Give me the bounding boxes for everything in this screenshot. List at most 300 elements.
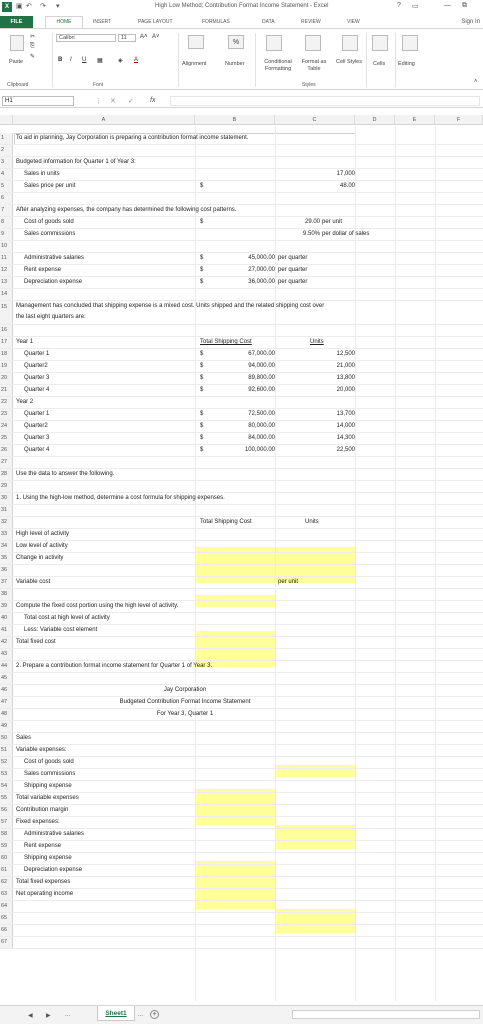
cell-r32-units-hdr[interactable]: Units <box>305 519 319 525</box>
sheet-row[interactable] <box>0 325 483 337</box>
cell-r8-label[interactable]: Cost of goods sold <box>24 219 74 225</box>
row-number[interactable]: 43 <box>0 649 13 660</box>
select-all-corner[interactable] <box>0 115 13 125</box>
sheet-row[interactable] <box>0 385 483 397</box>
row-number[interactable]: 62 <box>0 877 13 888</box>
cell-r20-d[interactable]: $ <box>200 375 204 381</box>
editing-binoculars-icon[interactable] <box>402 35 418 51</box>
sheet-row[interactable] <box>0 481 483 493</box>
row-number[interactable]: 34 <box>0 541 13 552</box>
cell-r30[interactable]: 1. Using the high-low method, determine a cost formula for shipping expenses. <box>16 495 225 501</box>
row-number[interactable]: 63 <box>0 889 13 900</box>
cell-r24-q[interactable]: Quarter2 <box>24 423 48 429</box>
cell-r19-q[interactable]: Quarter2 <box>24 363 48 369</box>
cell-r19-d[interactable]: $ <box>200 363 204 369</box>
cell-r5-value[interactable]: 48.00 <box>339 183 355 189</box>
cell-r13-unit[interactable]: per quarter <box>278 279 308 285</box>
row-number[interactable]: 5 <box>0 181 13 192</box>
sheet-row[interactable] <box>0 889 483 901</box>
row-number[interactable]: 40 <box>0 613 13 624</box>
cell-r12-unit[interactable]: per quarter <box>278 267 308 273</box>
help-icon[interactable]: ? <box>397 2 401 9</box>
row-number[interactable]: 21 <box>0 385 13 396</box>
cell-r9-value[interactable]: 9.50% <box>302 231 320 237</box>
cell-r53[interactable]: Sales commissions <box>24 771 76 777</box>
row-number[interactable]: 66 <box>0 925 13 936</box>
cell-r17-cost-hdr[interactable]: Total Shipping Cost <box>200 339 252 345</box>
sheet-row[interactable] <box>0 181 483 193</box>
cell-r11-unit[interactable]: per quarter <box>278 255 308 261</box>
cell-r20-units[interactable]: 13,800 <box>336 375 355 381</box>
paste-label[interactable]: Paste <box>9 59 24 65</box>
row-number[interactable]: 20 <box>0 373 13 384</box>
row-number[interactable]: 35 <box>0 553 13 564</box>
column-header-e[interactable]: E <box>395 115 435 125</box>
row-number[interactable]: 17 <box>0 337 13 348</box>
sheet-row[interactable] <box>0 397 483 409</box>
row-number[interactable]: 8 <box>0 217 13 228</box>
row-number[interactable]: 22 <box>0 397 13 408</box>
row-number[interactable]: 67 <box>0 937 13 948</box>
sheet-row[interactable] <box>0 349 483 361</box>
cell-r13-label[interactable]: Depreciation expense <box>24 279 83 285</box>
cell-r32-cost-hdr[interactable]: Total Shipping Cost <box>200 519 252 525</box>
row-number[interactable]: 9 <box>0 229 13 240</box>
sheet-row[interactable] <box>0 253 483 265</box>
row-number[interactable]: 49 <box>0 721 13 732</box>
cell-r55[interactable]: Total variable expenses <box>16 795 79 801</box>
fill-color-icon[interactable]: ◈ <box>118 58 123 64</box>
sheet-row[interactable] <box>0 589 483 601</box>
sheet-row[interactable] <box>0 445 483 457</box>
row-number[interactable]: 24 <box>0 421 13 432</box>
column-header-b[interactable]: B <box>195 115 275 125</box>
row-number[interactable]: 12 <box>0 265 13 276</box>
row-number[interactable]: 3 <box>0 157 13 168</box>
column-header-a[interactable]: A <box>13 115 195 125</box>
sheet-row[interactable] <box>0 649 483 661</box>
row-number[interactable]: 27 <box>0 457 13 468</box>
decrease-font-size-icon[interactable]: A˅ <box>152 34 160 40</box>
cell-r40[interactable]: Total cost at high level of activity <box>24 615 110 621</box>
cell-r50[interactable]: Sales <box>16 735 32 741</box>
format-as-table-button[interactable]: Format as Table <box>301 59 327 72</box>
sheet-row[interactable] <box>0 229 483 241</box>
sheet-tab-sheet1[interactable]: Sheet1 <box>97 1006 135 1021</box>
row-number[interactable]: 23 <box>0 409 13 420</box>
cell-r25-q[interactable]: Quarter 3 <box>24 435 50 441</box>
number-format-icon[interactable]: % <box>228 35 244 49</box>
tab-file[interactable]: FILE <box>0 16 33 28</box>
sheet-row[interactable] <box>0 157 483 169</box>
sheet-row[interactable] <box>0 541 483 553</box>
sheet-row[interactable] <box>0 853 483 865</box>
group-separator <box>395 33 396 87</box>
cell-r8-value[interactable]: 29.00 <box>304 219 320 225</box>
sheet-row[interactable] <box>0 289 483 301</box>
more-sheets-right-icon[interactable]: ... <box>138 1012 144 1018</box>
cell-r60[interactable]: Shipping expense <box>24 855 72 861</box>
cell-r57[interactable]: Fixed expenses: <box>16 819 60 825</box>
row-number[interactable]: 64 <box>0 901 13 912</box>
sheet-row[interactable] <box>0 433 483 445</box>
tab-formulas[interactable]: FORMULAS <box>202 19 230 25</box>
bold-button[interactable]: B <box>58 57 63 63</box>
cell-r17-year[interactable]: Year 1 <box>16 339 34 345</box>
previous-sheet-icon[interactable]: ◀ <box>28 1013 33 1019</box>
cell-r42[interactable]: Total fixed cost <box>16 639 56 645</box>
cell-r18-q[interactable]: Quarter 1 <box>24 351 50 357</box>
name-box[interactable]: H1 <box>2 96 74 106</box>
row-number[interactable]: 2 <box>0 145 13 156</box>
cell-r11-dollar[interactable]: $ <box>200 255 204 261</box>
cell-styles-icon[interactable] <box>342 35 358 51</box>
format-painter-icon[interactable]: ✎ <box>30 54 36 60</box>
cell-r24-units[interactable]: 14,000 <box>336 423 355 429</box>
cell-r25-units[interactable]: 14,300 <box>336 435 355 441</box>
underline-button[interactable]: U <box>82 57 87 63</box>
sheet-row[interactable] <box>0 697 483 709</box>
cell-r13-value[interactable]: 36,000.00 <box>248 279 275 285</box>
cell-r61[interactable]: Depreciation expense <box>24 867 83 873</box>
cut-icon[interactable]: ✂ <box>30 34 36 40</box>
sheet-row[interactable] <box>0 361 483 373</box>
row-number[interactable]: 16 <box>0 325 13 336</box>
undo-icon[interactable]: ↶ <box>26 3 32 10</box>
row-number[interactable]: 18 <box>0 349 13 360</box>
row-number[interactable]: 32 <box>0 517 13 528</box>
sheet-row[interactable] <box>0 913 483 925</box>
cell-r1[interactable]: To aid in planning, Jay Corporation is preparing a contribution format income statement. <box>16 135 249 141</box>
sheet-row[interactable] <box>0 277 483 289</box>
enter-icon[interactable]: ✓ <box>128 98 134 105</box>
sheet-row[interactable] <box>0 613 483 625</box>
row-number[interactable]: 14 <box>0 289 13 300</box>
row-number[interactable]: 58 <box>0 829 13 840</box>
sheet-row[interactable] <box>0 841 483 853</box>
cell-r20-cost[interactable]: 89,800.00 <box>248 375 275 381</box>
row-number[interactable]: 52 <box>0 757 13 768</box>
tab-data[interactable]: DATA <box>262 19 275 25</box>
row-number[interactable]: 57 <box>0 817 13 828</box>
cell-r35[interactable]: Change in activity <box>16 555 64 561</box>
sheet-row[interactable] <box>0 301 483 325</box>
sheet-row[interactable] <box>0 673 483 685</box>
sheet-row[interactable] <box>0 817 483 829</box>
sheet-row[interactable] <box>0 769 483 781</box>
row-number[interactable]: 60 <box>0 853 13 864</box>
row-number[interactable]: 37 <box>0 577 13 588</box>
row-number[interactable]: 46 <box>0 685 13 696</box>
font-size-select[interactable]: 11 <box>118 34 136 42</box>
row-number[interactable]: 51 <box>0 745 13 756</box>
row-number[interactable]: 28 <box>0 469 13 480</box>
cell-r23-units[interactable]: 13,700 <box>336 411 355 417</box>
sign-in-link[interactable]: Sign In <box>461 19 480 25</box>
row-number[interactable]: 38 <box>0 589 13 600</box>
row-number[interactable]: 19 <box>0 361 13 372</box>
cell-r9-unit[interactable]: per dollar of sales <box>322 231 370 237</box>
paste-icon[interactable] <box>10 35 24 51</box>
sheet-row[interactable] <box>0 409 483 421</box>
cell-r21-units[interactable]: 20,000 <box>336 387 355 393</box>
row-number[interactable]: 56 <box>0 805 13 816</box>
cell-r37-unit[interactable]: per unit <box>278 579 299 585</box>
cell-r23-q[interactable]: Quarter 1 <box>24 411 50 417</box>
row-number[interactable]: 45 <box>0 673 13 684</box>
sheet-row[interactable] <box>0 373 483 385</box>
cell-r59[interactable]: Rent expense <box>24 843 62 849</box>
tab-view[interactable]: VIEW <box>347 19 360 25</box>
cell-r4-label[interactable]: Sales in units <box>24 171 60 177</box>
conditional-formatting-button[interactable]: Conditional Formatting <box>264 59 292 72</box>
row-number[interactable]: 26 <box>0 445 13 456</box>
cell-r54[interactable]: Shipping expense <box>24 783 72 789</box>
sheet-row[interactable] <box>0 133 483 145</box>
row-number[interactable]: 1 <box>0 133 13 144</box>
sheet-row[interactable] <box>0 685 483 697</box>
cell-r52[interactable]: Cost of goods sold <box>24 759 74 765</box>
row-number[interactable]: 42 <box>0 637 13 648</box>
cell-r5-label[interactable]: Sales price per unit <box>24 183 76 189</box>
cell-r34[interactable]: Low level of activity <box>16 543 68 549</box>
column-header-f[interactable]: F <box>435 115 483 125</box>
horizontal-scrollbar[interactable] <box>292 1010 480 1019</box>
cell-r5-dollar[interactable]: $ <box>200 183 204 189</box>
font-name-select[interactable]: Calibri <box>56 34 116 42</box>
row-number[interactable]: 55 <box>0 793 13 804</box>
cell-r17-units-hdr[interactable]: Units <box>310 339 324 345</box>
sheet-row[interactable] <box>0 421 483 433</box>
cell-r22-year[interactable]: Year 2 <box>16 399 34 405</box>
cell-r9-label[interactable]: Sales commissions <box>24 231 76 237</box>
row-number[interactable]: 15 <box>0 301 13 324</box>
row-number[interactable]: 10 <box>0 241 13 252</box>
restore-icon[interactable]: ⧉ <box>462 2 467 9</box>
sheet-row[interactable] <box>0 205 483 217</box>
row-number[interactable]: 39 <box>0 601 13 612</box>
cell-r26-cost[interactable]: 100,000.00 <box>244 447 275 453</box>
tab-insert[interactable]: INSERT <box>93 19 112 25</box>
cell-text[interactable]: the last eight quarters are: <box>16 314 86 320</box>
row-number[interactable]: 7 <box>0 205 13 216</box>
sheet-row[interactable] <box>0 625 483 637</box>
sheet-row[interactable] <box>0 493 483 505</box>
row-number[interactable]: 33 <box>0 529 13 540</box>
sheet-row[interactable] <box>0 217 483 229</box>
cell-r3[interactable]: Budgeted information for Quarter 1 of Year 3: <box>16 159 136 165</box>
minimize-icon[interactable]: — <box>444 2 451 9</box>
sheet-row[interactable] <box>0 781 483 793</box>
formula-input[interactable] <box>170 96 480 106</box>
cell-text[interactable]: Management has concluded that shipping expense is a mixed cost. Units shipped and the related shipping cost over <box>16 303 325 309</box>
cell-r19-units[interactable]: 21,000 <box>336 363 355 369</box>
sheet-row[interactable] <box>0 505 483 517</box>
cell-r51[interactable]: Variable expenses: <box>16 747 67 753</box>
column-header-c[interactable]: C <box>275 115 355 125</box>
collapse-ribbon-icon[interactable]: ˄ <box>474 79 478 85</box>
quick-access-customize-icon[interactable]: ▾ <box>56 3 60 10</box>
sheet-row[interactable] <box>0 577 483 589</box>
cells-icon[interactable] <box>372 35 388 51</box>
cell-r8-dollar[interactable]: $ <box>200 219 204 225</box>
row-number[interactable]: 36 <box>0 565 13 576</box>
italic-button[interactable]: I <box>70 57 72 63</box>
cell-r18-cost[interactable]: 67,000.00 <box>248 351 275 357</box>
cell-r63[interactable]: Net operating income <box>16 891 74 897</box>
conditional-formatting-icon[interactable] <box>266 35 282 51</box>
row-number[interactable]: 59 <box>0 841 13 852</box>
sheet-row[interactable] <box>0 733 483 745</box>
cell-r20-q[interactable]: Quarter 3 <box>24 375 50 381</box>
sheet-row[interactable] <box>0 553 483 565</box>
copy-icon[interactable]: ⎘ <box>30 43 35 49</box>
cell-r4-value[interactable]: 17,000 <box>336 171 355 177</box>
cell-r23-cost[interactable]: 72,500.00 <box>248 411 275 417</box>
cell-styles-button[interactable]: Cell Styles <box>336 59 362 65</box>
cell-r25-d[interactable]: $ <box>200 435 204 441</box>
sheet-row[interactable] <box>0 517 483 529</box>
sheet-row[interactable] <box>0 721 483 733</box>
save-icon[interactable]: ▣ <box>16 3 23 10</box>
editing-button[interactable]: Editing <box>398 61 415 67</box>
cell-r18-units[interactable]: 12,500 <box>336 351 355 357</box>
row-number[interactable]: 65 <box>0 913 13 924</box>
insert-function-icon[interactable]: fx <box>150 97 156 104</box>
cell-r21-d[interactable]: $ <box>200 387 204 393</box>
row-number[interactable]: 54 <box>0 781 13 792</box>
cell-r24-d[interactable]: $ <box>200 423 204 429</box>
cell-r18-d[interactable]: $ <box>200 351 204 357</box>
cell-r11-label[interactable]: Administrative salaries <box>24 255 85 261</box>
cells-button[interactable]: Cells <box>373 61 386 67</box>
row-number[interactable]: 44 <box>0 661 13 672</box>
cell-r62[interactable]: Total fixed expenses <box>16 879 71 885</box>
cell-r23-d[interactable]: $ <box>200 411 204 417</box>
sheet-row[interactable] <box>0 241 483 253</box>
cancel-icon[interactable]: ✕ <box>110 98 116 105</box>
number-button-label[interactable]: Number <box>225 61 245 67</box>
sheet-row[interactable] <box>0 565 483 577</box>
sheet-row[interactable] <box>0 337 483 349</box>
cell-r26-q[interactable]: Quarter 4 <box>24 447 50 453</box>
cell-r13-dollar[interactable]: $ <box>200 279 204 285</box>
sheet-row[interactable] <box>0 601 483 613</box>
sheet-row[interactable] <box>0 829 483 841</box>
cell-r24-cost[interactable]: 80,000.00 <box>248 423 275 429</box>
column-header-d[interactable]: D <box>355 115 395 125</box>
sheet-row[interactable] <box>0 193 483 205</box>
cell-r19-cost[interactable]: 94,000.00 <box>248 363 275 369</box>
redo-icon[interactable]: ↷ <box>40 3 46 10</box>
sheet-row[interactable] <box>0 637 483 649</box>
cell-r48[interactable]: For Year 3, Quarter 1 <box>156 711 214 717</box>
group-separator <box>255 33 256 87</box>
row-number[interactable]: 41 <box>0 625 13 636</box>
cell-r8-unit[interactable]: per unit <box>322 219 343 225</box>
sheet-row[interactable] <box>0 877 483 889</box>
row-number[interactable]: 30 <box>0 493 13 504</box>
sheet-row[interactable] <box>0 469 483 481</box>
cell-r21-q[interactable]: Quarter 4 <box>24 387 50 393</box>
cell-r33[interactable]: High level of activity <box>16 531 70 537</box>
row-number[interactable]: 13 <box>0 277 13 288</box>
cell-r56[interactable]: Contribution margin <box>16 807 69 813</box>
cell-r39[interactable]: Compute the fixed cost portion using the high level of activity. <box>16 603 179 609</box>
sheet-row[interactable] <box>0 805 483 817</box>
next-sheet-icon[interactable]: ▶ <box>46 1013 51 1019</box>
sheet-row[interactable] <box>0 937 483 949</box>
cell-r41[interactable]: Less: Variable cost element <box>24 627 98 633</box>
cell-r46[interactable]: Jay Corporation <box>163 687 207 693</box>
row-number[interactable]: 53 <box>0 769 13 780</box>
row-number[interactable]: 48 <box>0 709 13 720</box>
borders-icon[interactable]: ▦ <box>97 58 103 64</box>
tab-page-layout[interactable]: PAGE LAYOUT <box>138 19 173 25</box>
row-number[interactable]: 29 <box>0 481 13 492</box>
cell-r25-cost[interactable]: 84,000.00 <box>248 435 275 441</box>
cell-r11-value[interactable]: 45,000.00 <box>248 255 275 261</box>
sheet-row[interactable] <box>0 757 483 769</box>
worksheet-grid[interactable] <box>0 125 483 1001</box>
row-number[interactable]: 61 <box>0 865 13 876</box>
cell-r12-value[interactable]: 27,000.00 <box>248 267 275 273</box>
cell-r21-cost[interactable]: 92,600.00 <box>248 387 275 393</box>
sheet-row[interactable] <box>0 793 483 805</box>
more-sheets-left-icon[interactable]: ... <box>65 1012 71 1018</box>
cell-r12-label[interactable]: Rent expense <box>24 267 62 273</box>
cell-r28[interactable]: Use the data to answer the following. <box>16 471 115 477</box>
cell-r7[interactable]: After analyzing expenses, the company has determined the following cost patterns. <box>16 207 237 213</box>
sheet-row[interactable] <box>0 865 483 877</box>
sheet-row[interactable] <box>0 529 483 541</box>
cell-r26-d[interactable]: $ <box>200 447 204 453</box>
increase-font-size-icon[interactable]: A˄ <box>140 34 148 40</box>
alignment-icon[interactable] <box>188 35 204 49</box>
sheet-row[interactable] <box>0 169 483 181</box>
row-number[interactable]: 31 <box>0 505 13 516</box>
cell-r47[interactable]: Budgeted Contribution Format Income Statement <box>119 699 251 705</box>
cell-r37[interactable]: Variable cost <box>16 579 51 585</box>
cell-r12-dollar[interactable]: $ <box>200 267 204 273</box>
cell-r26-units[interactable]: 22,500 <box>336 447 355 453</box>
cell-r44[interactable]: 2. Prepare a contribution format income statement for Quarter 1 of Year 3. <box>16 663 213 669</box>
sheet-row[interactable] <box>0 265 483 277</box>
ribbon-display-options-icon[interactable]: ▭ <box>412 3 419 10</box>
row-number[interactable]: 11 <box>0 253 13 264</box>
sheet-row[interactable] <box>0 661 483 673</box>
sheet-row[interactable] <box>0 145 483 157</box>
cell-r58[interactable]: Administrative salaries <box>24 831 85 837</box>
new-sheet-button[interactable]: + <box>150 1010 159 1019</box>
row-number[interactable]: 4 <box>0 169 13 180</box>
alignment-button-label[interactable]: Alignment <box>182 61 207 67</box>
row-number[interactable]: 50 <box>0 733 13 744</box>
sheet-row[interactable] <box>0 745 483 757</box>
sheet-row[interactable] <box>0 901 483 913</box>
row-number[interactable]: 47 <box>0 697 13 708</box>
font-color-icon[interactable]: A <box>134 57 139 63</box>
tab-review[interactable]: REVIEW <box>301 19 321 25</box>
tab-home[interactable]: HOME <box>45 16 83 28</box>
clipboard-group-label: Clipboard <box>7 82 29 88</box>
row-number[interactable]: 25 <box>0 433 13 444</box>
sheet-row[interactable] <box>0 709 483 721</box>
format-as-table-icon[interactable] <box>305 35 321 51</box>
row-number[interactable]: 6 <box>0 193 13 204</box>
sheet-row[interactable] <box>0 457 483 469</box>
sheet-row[interactable] <box>0 925 483 937</box>
